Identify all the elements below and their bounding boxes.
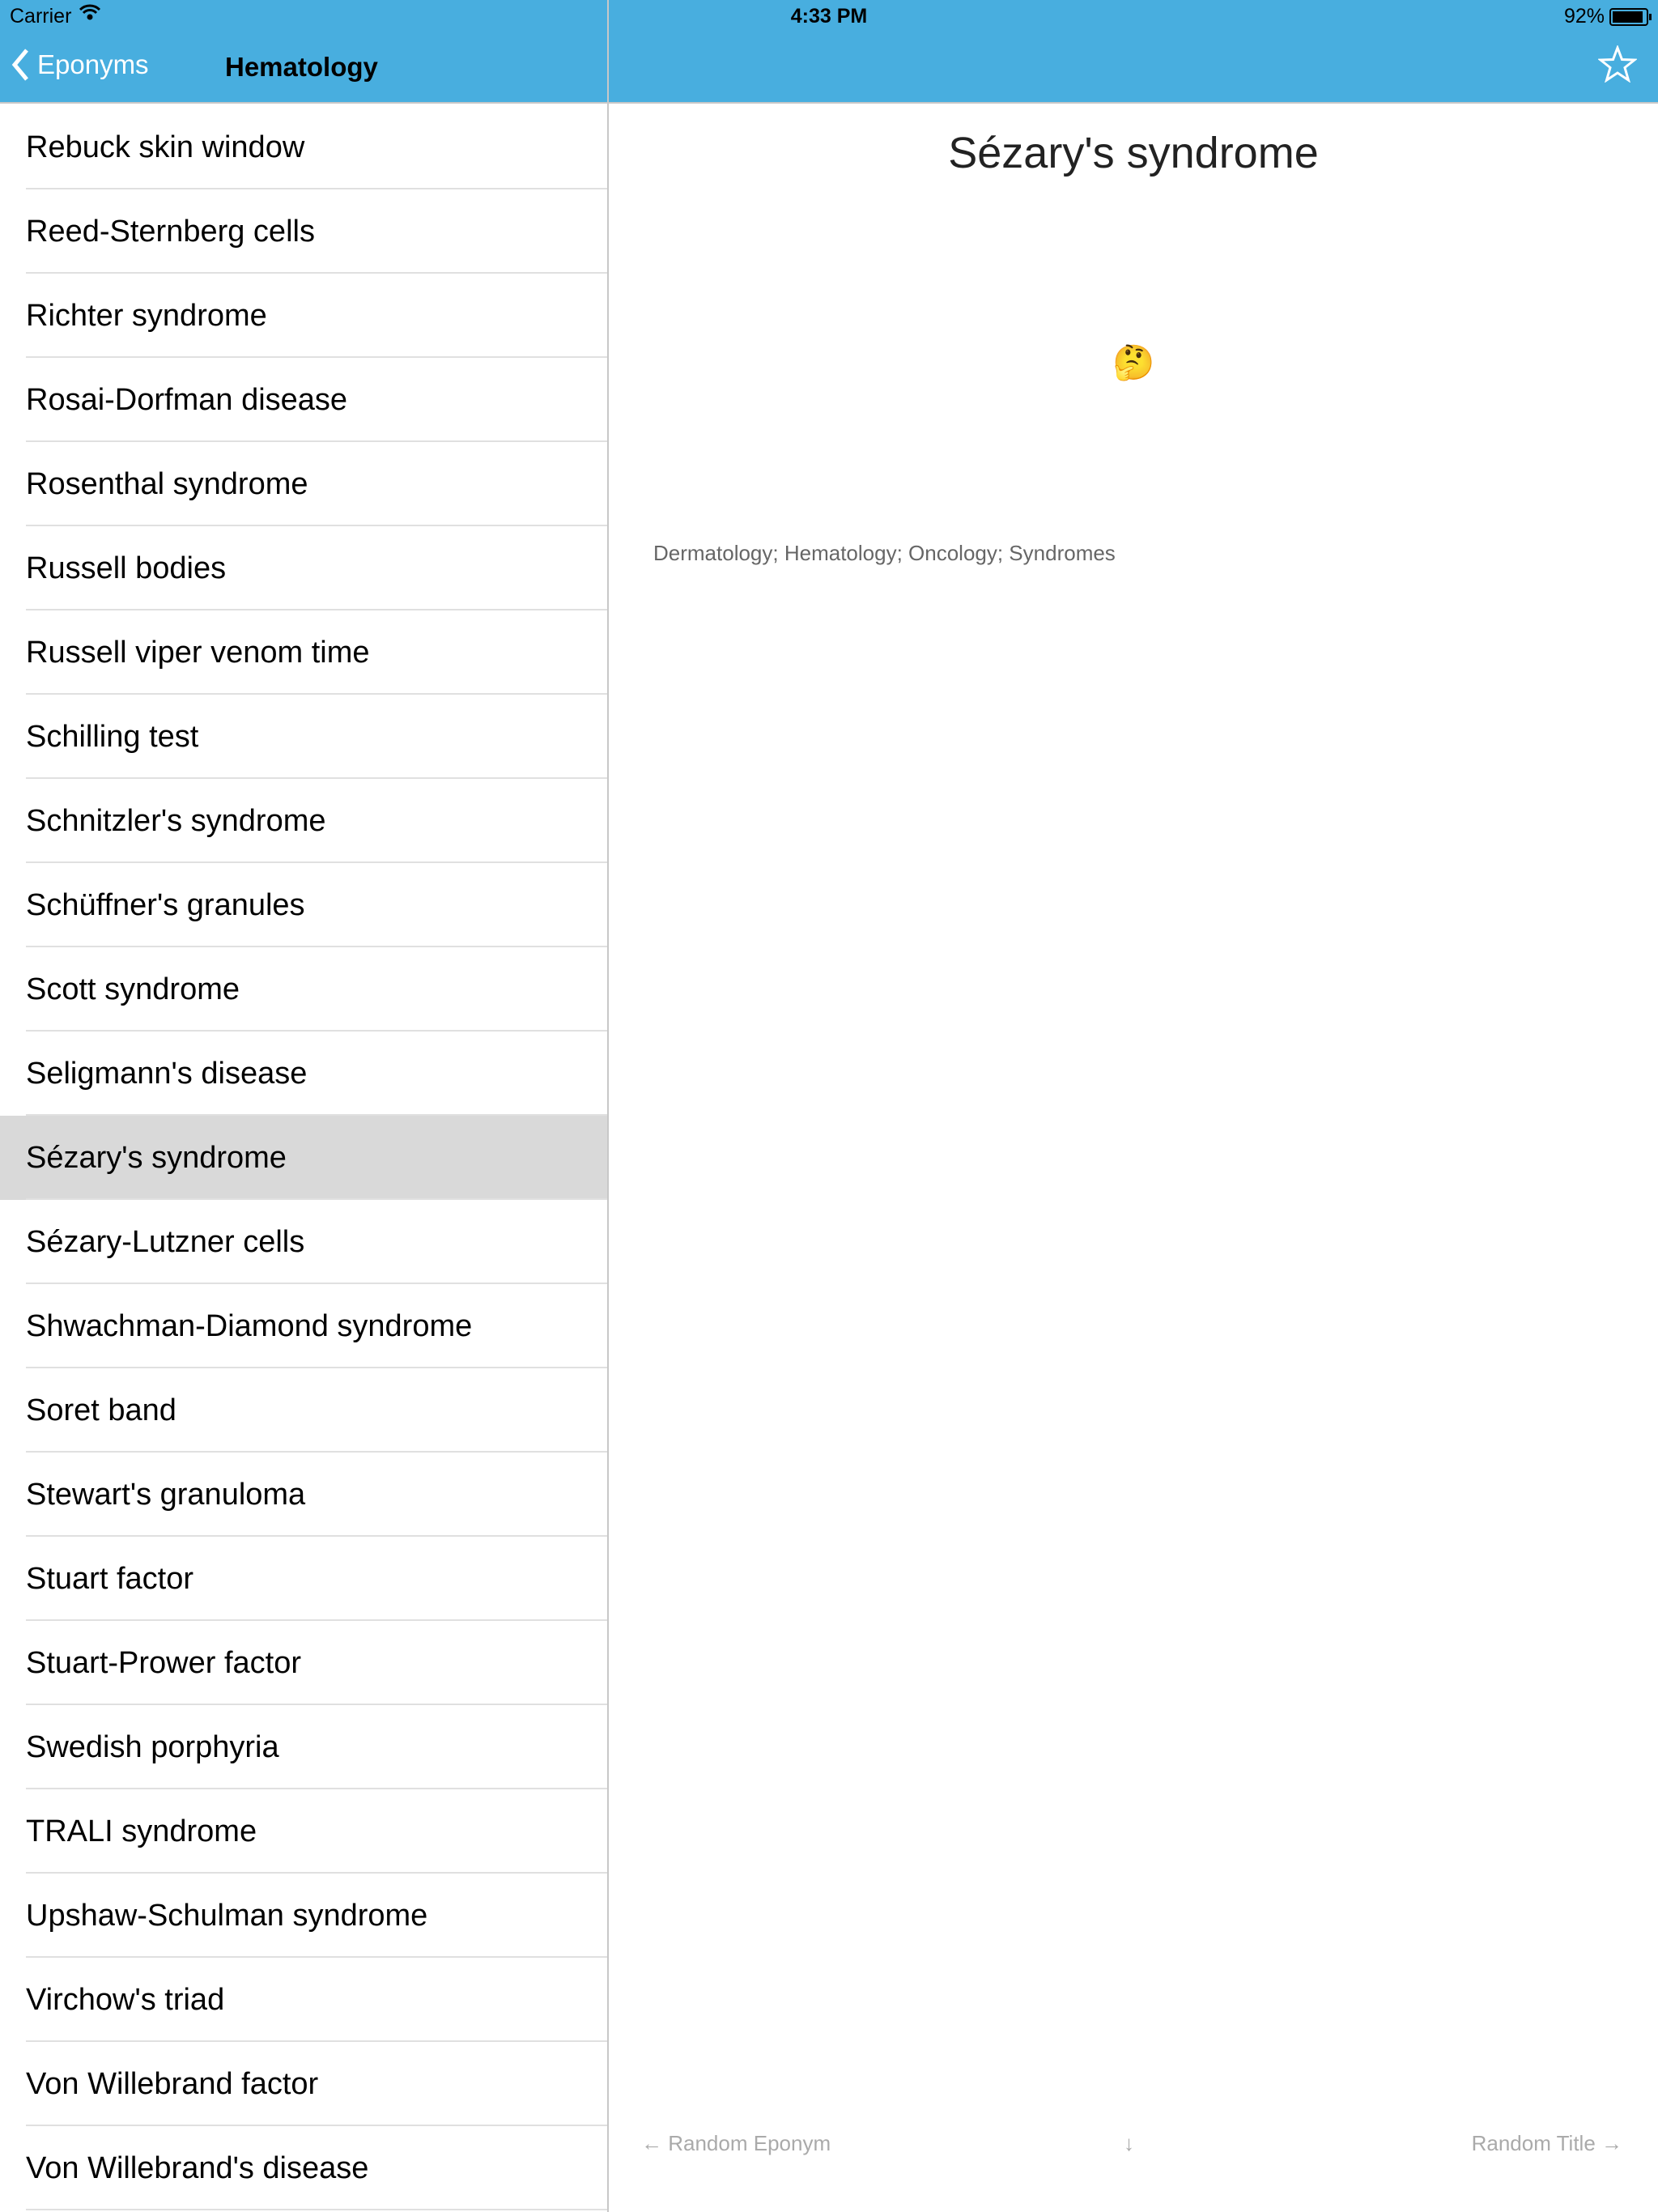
carrier-label: Carrier [10, 5, 72, 28]
list-item[interactable]: Sézary's syndrome [0, 1116, 607, 1200]
back-button[interactable] [11, 49, 149, 81]
list-item[interactable]: Seligmann's disease [0, 1032, 607, 1116]
chevron-left-icon [11, 49, 29, 81]
battery-icon [1609, 8, 1648, 26]
status-time: 4:33 PM [790, 5, 868, 28]
list-item[interactable]: Richter syndrome [0, 274, 607, 358]
random-eponym-button[interactable]: ← Random Eponym [641, 2131, 831, 2155]
list-item[interactable]: Stuart-Prower factor [0, 1621, 607, 1705]
list-item[interactable]: Rebuck skin window [0, 105, 607, 189]
list-item[interactable]: Virchow's triad [0, 1958, 607, 2042]
detail-title: Sézary's syndrome [948, 129, 1319, 177]
list-item[interactable]: Stuart factor [0, 1537, 607, 1621]
back-label: Eponyms [37, 49, 149, 79]
battery-percent: 92% [1563, 5, 1605, 28]
list-item[interactable]: Rosai-Dorfman disease [0, 358, 607, 442]
eponym-list [0, 105, 607, 2210]
list-item[interactable]: Stewart's granuloma [0, 1453, 607, 1537]
top-bar [0, 0, 1658, 104]
list-item[interactable]: Soret band [0, 1368, 607, 1453]
thinking-face-icon: 🤔 [1112, 343, 1155, 381]
list-item[interactable]: Reed-Sternberg cells [0, 189, 607, 274]
list-item[interactable]: Von Willebrand's disease [0, 2126, 607, 2210]
random-title-button[interactable]: Random Title → [1471, 2131, 1622, 2155]
list-item[interactable]: Schilling test [0, 695, 607, 779]
category-tags: Dermatology; Hematology; Oncology; Syndromes [653, 541, 1116, 565]
list-item[interactable]: TRALI syndrome [0, 1789, 607, 1874]
list-item[interactable]: Upshaw-Schulman syndrome [0, 1874, 607, 1958]
list-item[interactable]: Russell viper venom time [0, 610, 607, 695]
list-item[interactable]: Schüffner's granules [0, 863, 607, 947]
list-item[interactable]: Shwachman-Diamond syndrome [0, 1284, 607, 1368]
scroll-down-button[interactable]: ↓ [1124, 2131, 1134, 2155]
list-item[interactable]: Swedish porphyria [0, 1705, 607, 1789]
list-item[interactable]: Schnitzler's syndrome [0, 779, 607, 863]
star-icon[interactable] [1598, 45, 1637, 83]
list-item[interactable]: Scott syndrome [0, 947, 607, 1032]
split-divider [607, 0, 609, 2212]
list-item[interactable]: Sézary-Lutzner cells [0, 1200, 607, 1284]
nav-title: Hematology [225, 52, 378, 82]
list-item[interactable]: Von Willebrand factor [0, 2042, 607, 2126]
list-item[interactable]: Rosenthal syndrome [0, 442, 607, 526]
list-item[interactable]: Russell bodies [0, 526, 607, 610]
